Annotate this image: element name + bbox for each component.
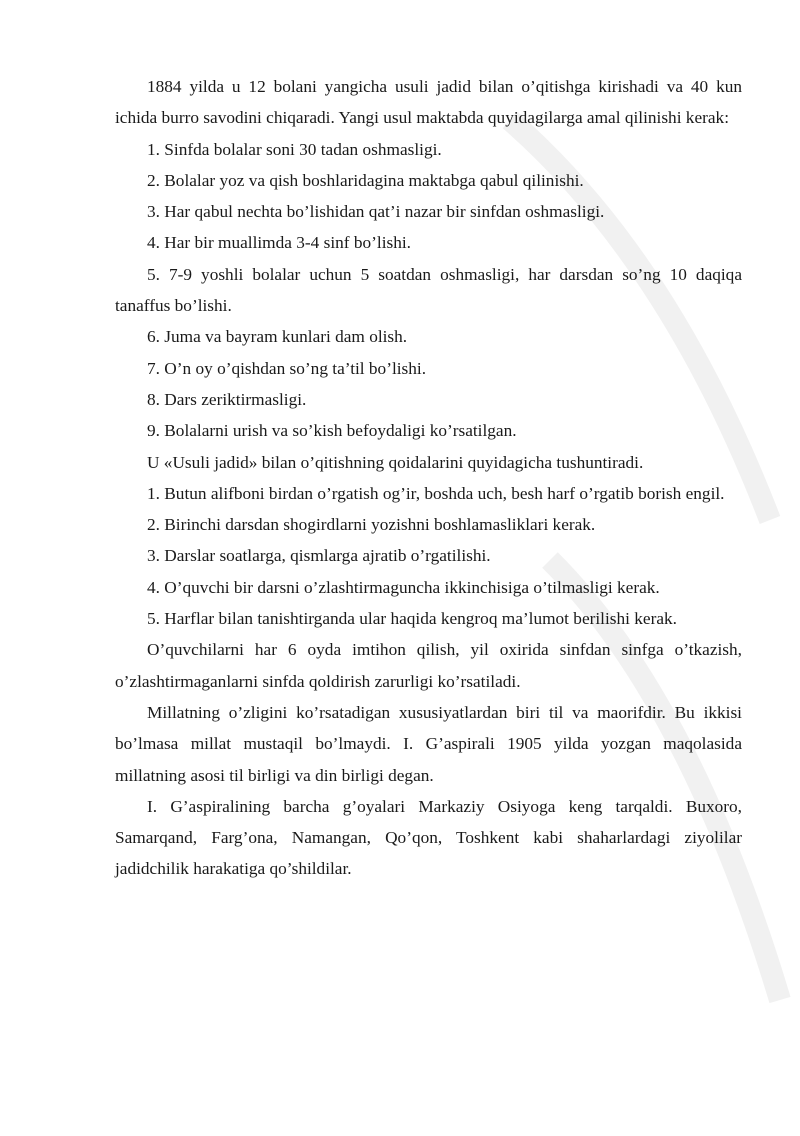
paragraph-intro: 1884 yilda u 12 bolani yangicha usuli jadid bilan o’qitishga kirishadi va 40 kun ichida burro savodini chiqaradi. Yangi usul maktabda quyidagilarga amal qilinishi kerak: [115, 77, 742, 128]
document-body [115, 71, 742, 885]
paragraph-exams: O’quvchilarni har 6 oyda imtihon qilish, yil oxirida sinfdan sinfga o’tkazish, o’zlashtirmaganlarni sinfda qoldirish zarurligi ko’rsatiladi. [115, 640, 742, 691]
rule-item-9: 9. Bolalarni urish va so’kish befoydaligi ko’rsatilgan. [147, 421, 517, 441]
rule-item-4: 4. Har bir muallimda 3-4 sinf bo’lishi. [147, 233, 411, 253]
method-item-2: 2. Birinchi darsdan shogirdlarni yozishni boshlamasliklari kerak. [147, 515, 596, 535]
rule-item-6: 6. Juma va bayram kunlari dam olish. [147, 327, 408, 347]
rule-item-5: 5. 7-9 yoshli bolalar uchun 5 soatdan oshmasligi, har darsdan so’ng 10 daqiqa tanaffus bo’lishi. [115, 264, 742, 316]
method-item-1: 1. Butun alifboni birdan o’rgatish og’ir, boshda uch, besh harf o’rgatib borish engil. [147, 483, 725, 503]
rule-item-3: 3. Har qabul nechta bo’lishidan qat’i nazar bir sinfdan oshmasligi. [147, 202, 605, 222]
rule-item-1: 1. Sinfda bolalar soni 30 tadan oshmasligi. [147, 139, 442, 159]
paragraph-spread: I. G’aspiralining barcha g’oyalari Markaziy Osiyoga keng tarqaldi. Buxoro, Samarqand, Farg’ona, Namangan, Qo’qon, Toshkent kabi shaharlardagi ziyolilar jadidchilik harakatiga qo’shildilar. [115, 796, 742, 879]
paragraph-nation: Millatning o’zligini ko’rsatadigan xususiyatlardan biri til va maorifdir. Bu ikkisi bo’lmasa millat mustaqil bo’lmaydi. I. G’aspirali 1905 yilda yozgan maqolasida millatning asosi til birligi va din birligi degan. [115, 702, 742, 785]
paragraph-method-intro: U «Usuli jadid» bilan o’qitishning qoidalarini quyidagicha tushuntiradi. [147, 452, 644, 472]
rule-item-8: 8. Dars zeriktirmasligi. [147, 389, 307, 409]
method-item-5: 5. Harflar bilan tanishtirganda ular haqida kengroq ma’lumot berilishi kerak. [147, 609, 677, 629]
method-item-3: 3. Darslar soatlarga, qismlarga ajratib o’rgatilishi. [147, 546, 491, 566]
method-item-4: 4. O’quvchi bir darsni o’zlashtirmaguncha ikkinchisiga o’tilmasligi kerak. [147, 577, 660, 597]
rule-item-2: 2. Bolalar yoz va qish boshlaridagina maktabga qabul qilinishi. [147, 170, 584, 190]
rule-item-7: 7. O’n oy o’qishdan so’ng ta’til bo’lishi. [147, 358, 427, 378]
